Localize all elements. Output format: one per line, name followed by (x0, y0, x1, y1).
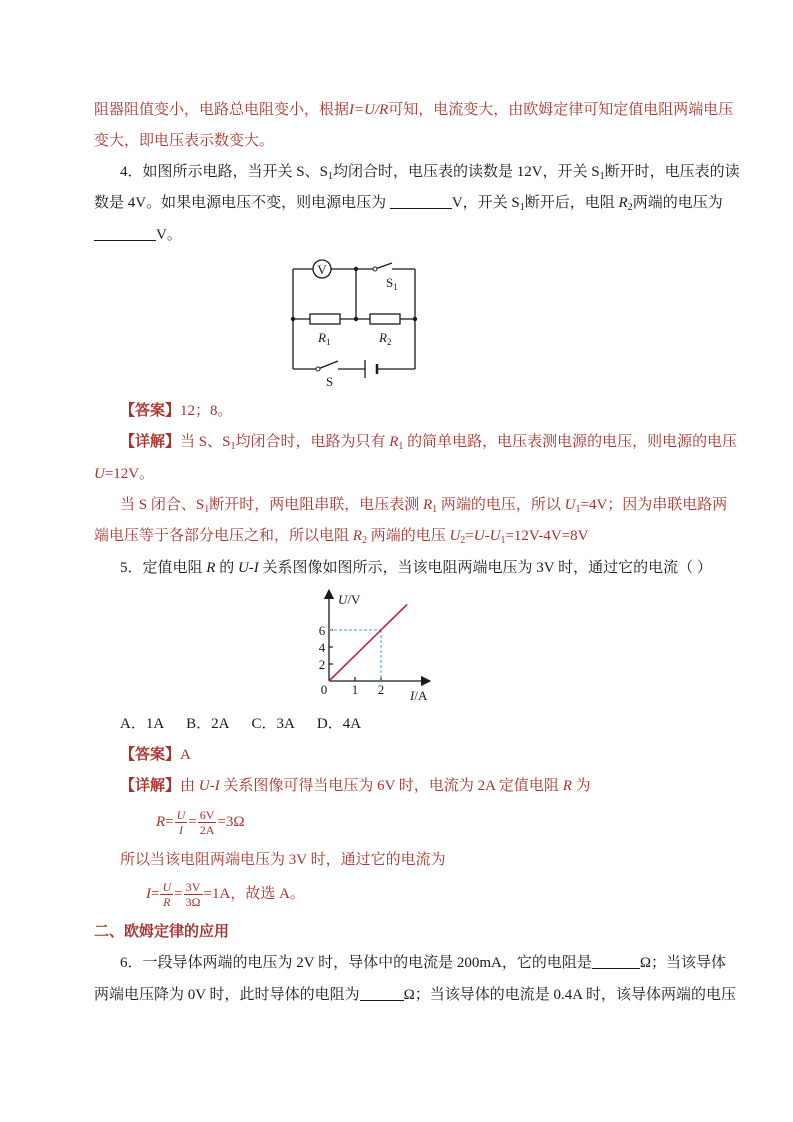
q4-detail-1: 【详解】当 S、$S_1$均闭合时，电路为只有 $R_1$ 的简单电路，电压表测电源的电压，则电源的电压 (120, 434, 738, 452)
q5-detail-1: 【详解】由 U-I 关系图像可得当电压为 6V 时，电流为 2A 定值电阻 R 为 (120, 778, 591, 794)
voltmeter-label: V (317, 262, 327, 277)
q5-equation-2: I= $\frac{U}{R}$ = $\frac{3V}{3\Omega}$ =1A，故选 A。 (146, 880, 305, 909)
option-d[interactable]: D．4A (316, 716, 362, 732)
r1-label: $R_1$ (318, 330, 331, 347)
option-b[interactable]: B．2A (186, 716, 230, 732)
q6-blank-2[interactable] (360, 985, 404, 1001)
q6-line-2: 两端电压降为 0V 时，此时导体的电阻为 Ω；当该导体的电流是 0.4A 时，该导体两端的电压 (94, 987, 736, 1003)
q4-detail-4: 端电压等于各部分电压之和，所以电阻 $R_2$ 两端的电压 $U_2=U-U_1=12V-4V=8V$ (94, 528, 589, 546)
switch-s1-label: $S_1$ (386, 275, 398, 292)
x-tick-1: 1 (351, 682, 359, 697)
q4-answer: 【答案】12；8。 (120, 403, 233, 419)
r2-label: $R_2$ (379, 330, 392, 347)
q4-line-3: V。 (94, 225, 704, 245)
option-a[interactable]: A．1A (120, 716, 165, 732)
option-c[interactable]: C．3A (251, 716, 295, 732)
q5-detail-2: 所以当该电阻两端电压为 3V 时，通过它的电流为 (120, 852, 446, 868)
q5-equation-1: R= $\frac{U}{I}$ = $\frac{6V}{2A}$ =3Ω (156, 808, 245, 837)
resistor-r2 (370, 314, 400, 324)
q5-answer: 【答案】A (120, 747, 191, 763)
resistor-r1 (310, 314, 340, 324)
section-title: 二、欧姆定律的应用 (94, 924, 230, 940)
q4-line-1: 4．如图所示电路，当开关 S、$S_1$均闭合时，电压表的读数是 12V，开关 $S_1$断开时，电压表的读 (120, 164, 740, 182)
q4-detail-3: 当 S 闭合、$S_1$断开时，两电阻串联，电压表测 $R_1$ 两端的电压，所以 $U_1=4V$；因为串联电路两 (120, 497, 728, 515)
q5-options (120, 714, 730, 734)
intro-line-2: 变大，即电压表示数变大。 (94, 133, 275, 149)
y-tick-2: 2 (318, 657, 326, 672)
q5-line-1: 5．定值电阻 R 的 U-I 关系图像如图所示，当该电阻两端电压为 3V 时，通过它的电流（ ） (120, 560, 712, 576)
q4-detail-2: U=12V。 (94, 466, 155, 482)
x-tick-2: 2 (377, 682, 385, 697)
intro-line-1: 阻器阻值变小，电路总电阻变小，根据I=U/R可知，电流变大，由欧姆定律可知定值电阻两端电压 (94, 102, 734, 118)
data-line (329, 605, 407, 682)
ui-graph (300, 590, 440, 706)
y-tick-4: 4 (318, 640, 326, 655)
q6-blank-1[interactable] (592, 953, 640, 969)
y-tick-6: 6 (318, 623, 326, 638)
q6-line-1: 6．一段导体两端的电压为 2V 时，导体中的电流是 200mA，它的电阻是 Ω；当该导体 (120, 955, 726, 971)
switch-s-label: S (326, 374, 334, 389)
circuit-diagram (280, 254, 430, 389)
y-axis-label: U/V (338, 592, 361, 607)
origin-label: 0 (320, 682, 328, 697)
q4-blank-1[interactable] (390, 193, 452, 209)
x-axis-label: I/A (410, 688, 428, 703)
q4-line-2: 数是 4V。如果电源电压不变，则电源电压为 V，开关 $S_1$断开后，电阻 $R_2$两端的电压为 (94, 195, 723, 213)
q4-blank-2[interactable] (94, 225, 156, 241)
